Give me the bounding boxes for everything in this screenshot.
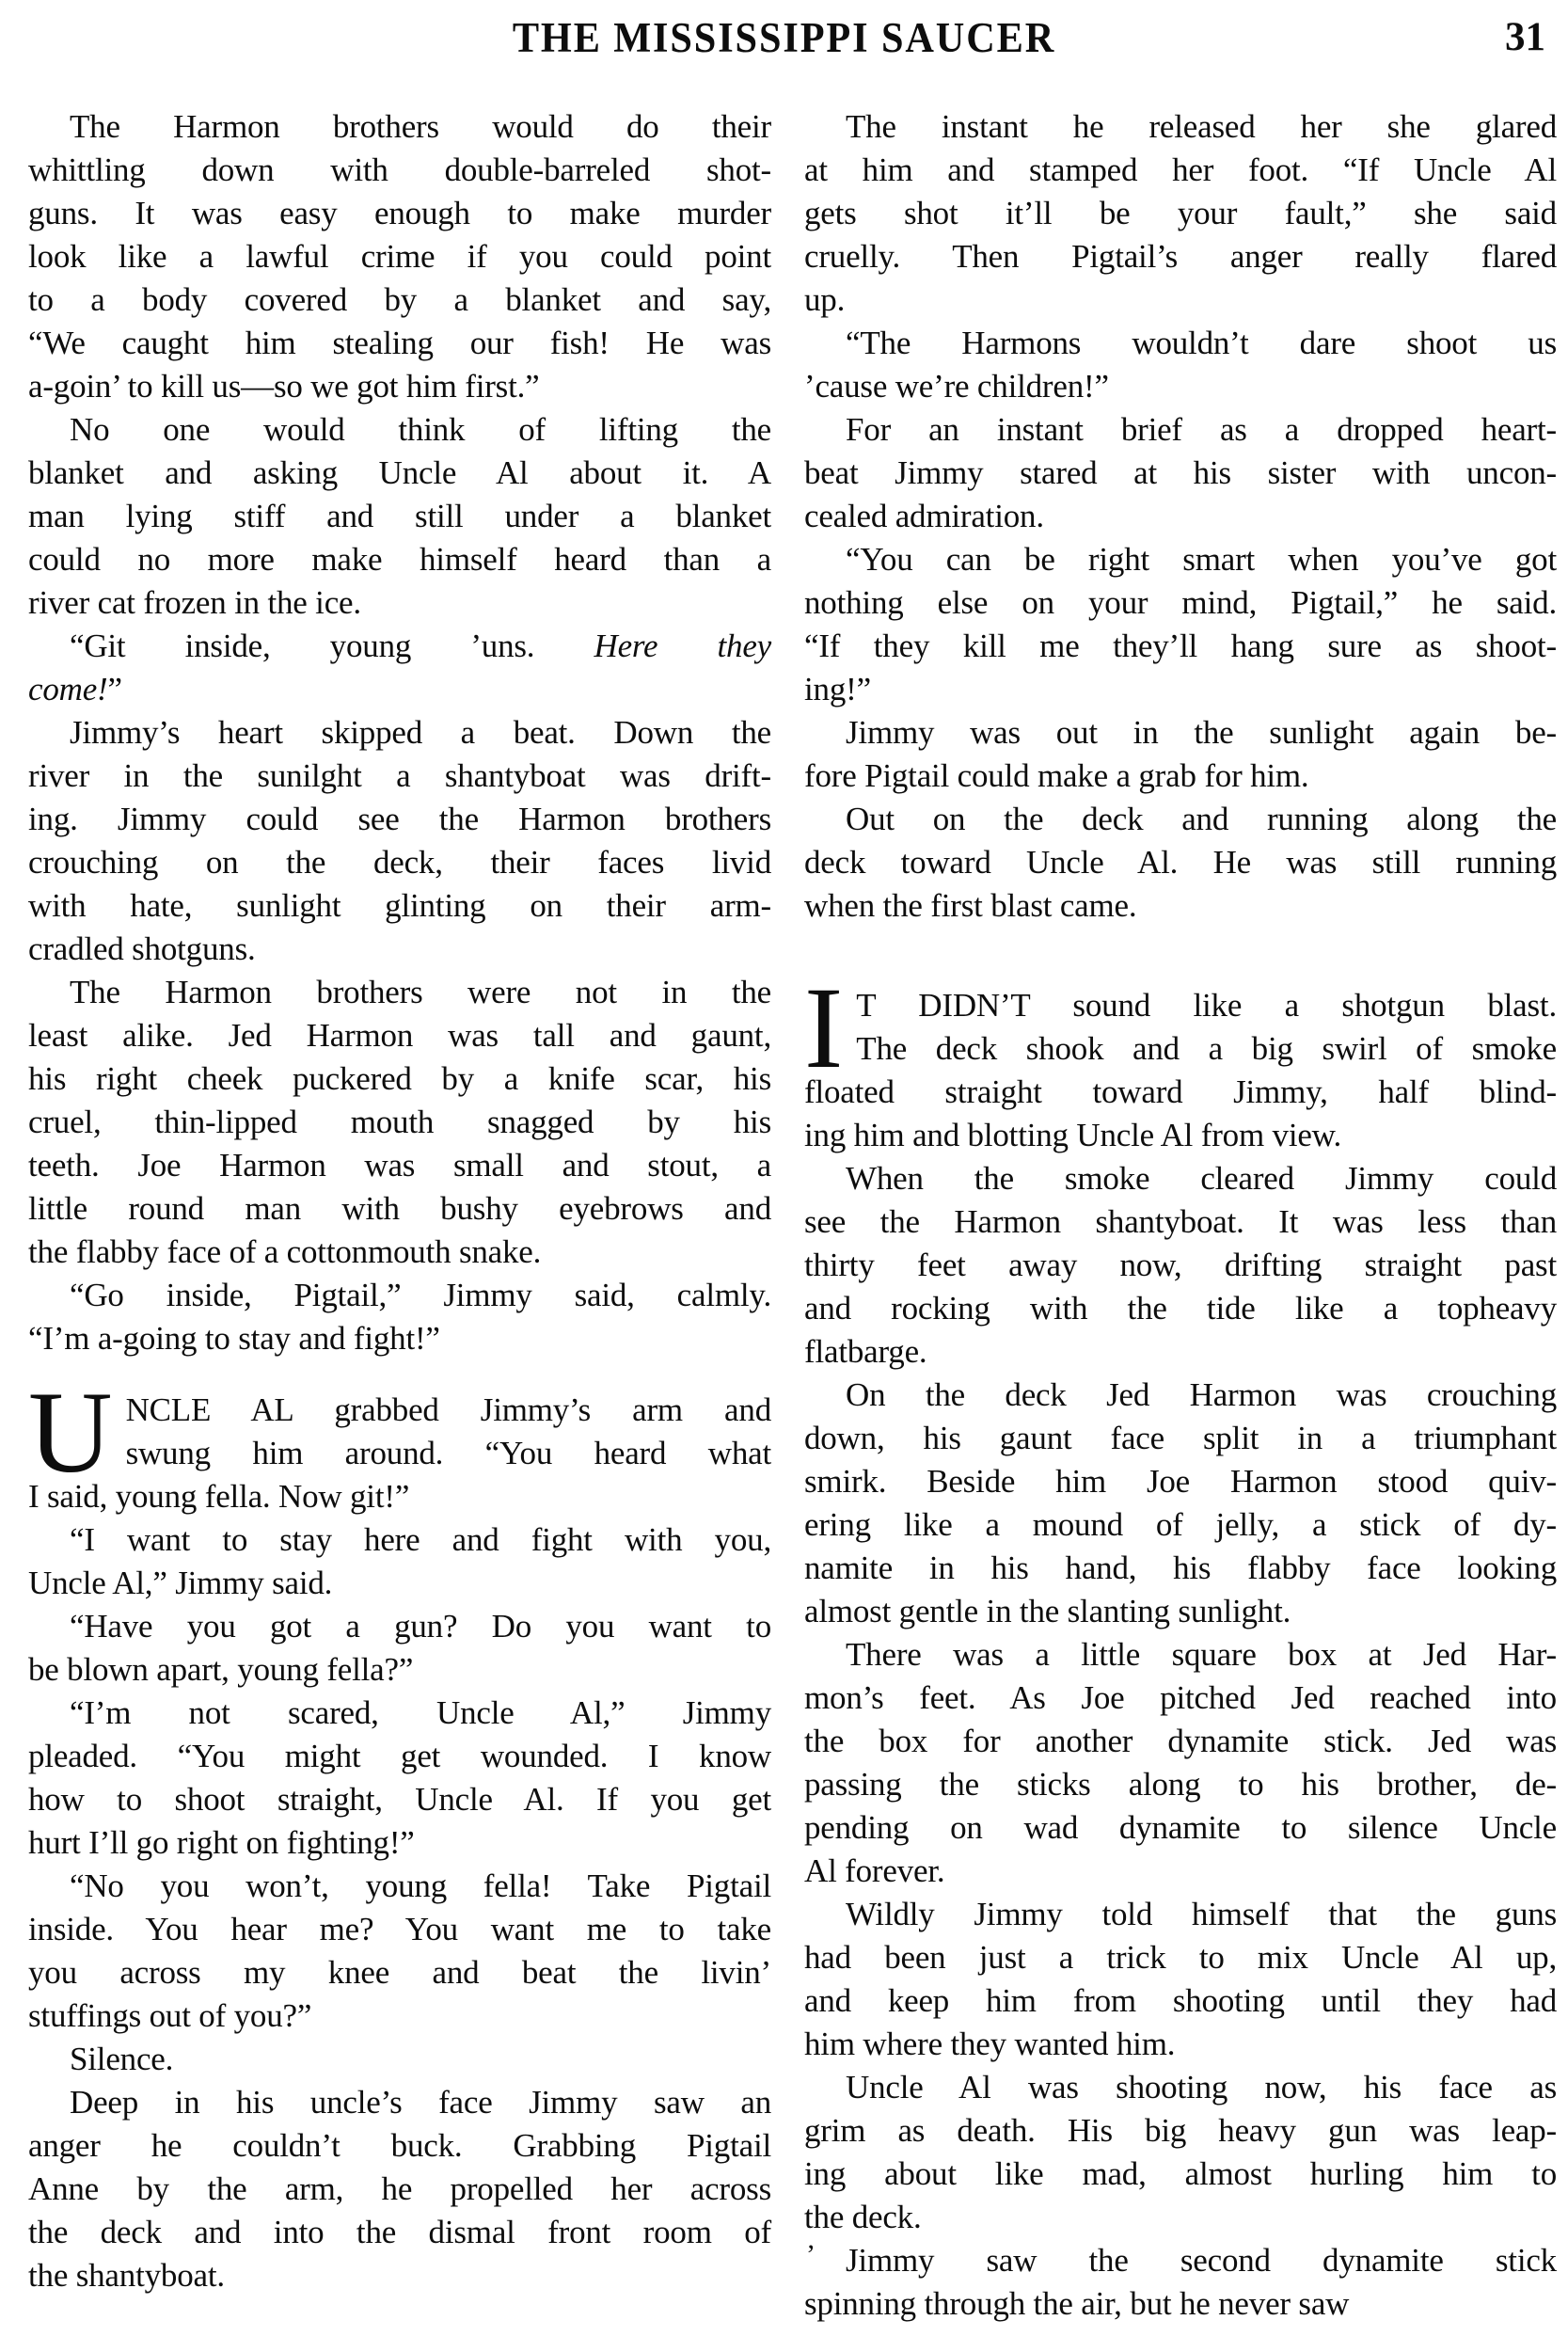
text-line xyxy=(28,581,771,625)
text-line xyxy=(804,1157,1557,1200)
text-line xyxy=(804,1287,1557,1330)
text-line xyxy=(28,1432,771,1475)
text-run: Jimmy saw the second dynamite stick xyxy=(846,2242,1557,2279)
header xyxy=(0,13,1568,70)
text-run: “You can be right smart when you’ve got xyxy=(846,541,1557,578)
paragraph xyxy=(28,625,771,711)
paragraph xyxy=(28,2038,771,2081)
text-run: man lying stiff and still under a blanket xyxy=(28,498,771,534)
text-run: The instant he released her she glared xyxy=(846,108,1557,145)
text-run: be blown apart, young fella?” xyxy=(28,1651,414,1688)
text-run: spinning through the air, but he never saw xyxy=(804,2285,1350,2322)
text-line xyxy=(28,971,771,1014)
text-line xyxy=(804,495,1557,538)
text-run: “The Harmons wouldn’t dare shoot us xyxy=(846,325,1557,361)
text-line xyxy=(804,1677,1557,1720)
text-line xyxy=(804,2023,1557,2066)
text-line xyxy=(28,1057,771,1101)
text-line xyxy=(804,841,1557,884)
text-run: On the deck Jed Harmon was crouching xyxy=(846,1376,1557,1413)
text-run: river in the sunilght a shantyboat was drift- xyxy=(28,757,771,794)
text-line xyxy=(28,1518,771,1562)
text-line xyxy=(28,408,771,452)
paragraph xyxy=(28,1692,771,1865)
text-line xyxy=(804,1200,1557,1244)
text-line xyxy=(28,365,771,408)
text-run: ing. Jimmy could see the Harmon brothers xyxy=(28,801,771,837)
text-line xyxy=(804,2109,1557,2153)
text-run: had been just a trick to mix Uncle Al up, xyxy=(804,1939,1557,1976)
text-run: and rocking with the tide like a topheavy xyxy=(804,1290,1557,1327)
text-line xyxy=(28,1389,771,1432)
text-line xyxy=(804,1027,1557,1071)
text-line xyxy=(28,2211,771,2254)
text-run: NCLE AL grabbed Jimmy’s arm and xyxy=(125,1391,771,1428)
text-line xyxy=(804,1893,1557,1936)
text-line xyxy=(28,711,771,755)
text-line xyxy=(804,1979,1557,2023)
text-line xyxy=(28,1692,771,1735)
text-run: When the smoke cleared Jimmy could xyxy=(846,1160,1557,1197)
paragraph xyxy=(804,408,1557,538)
text-line xyxy=(804,884,1557,928)
text-run: a-goin’ to kill us—so we got him first.” xyxy=(28,368,540,405)
text-line xyxy=(28,1994,771,2038)
text-line xyxy=(804,798,1557,841)
italic-text-run: Here they xyxy=(594,628,771,664)
text-line xyxy=(804,581,1557,625)
text-run: the deck. xyxy=(804,2199,922,2235)
text-run: T DIDN’T sound like a shotgun blast. xyxy=(856,987,1557,1024)
text-run: fore Pigtail could make a grab for him. xyxy=(804,757,1309,794)
paragraph xyxy=(28,408,771,625)
text-run: “I’m not scared, Uncle Al,” Jimmy xyxy=(70,1694,771,1731)
text-run: Uncle Al,” Jimmy said. xyxy=(28,1565,333,1601)
text-run: smirk. Beside him Joe Harmon stood quiv- xyxy=(804,1463,1557,1500)
paragraph xyxy=(804,2066,1557,2239)
text-run: the deck and into the dismal front room of xyxy=(28,2214,771,2250)
text-run: The Harmon brothers would do their xyxy=(70,108,771,145)
text-line xyxy=(28,2038,771,2081)
text-line xyxy=(804,1417,1557,1460)
dropcap-letter: U xyxy=(28,1368,113,1497)
text-run: flatbarge. xyxy=(804,1333,927,1370)
text-run: the shantyboat. xyxy=(28,2257,225,2294)
paragraph xyxy=(804,2239,1557,2326)
text-run: For an instant brief as a dropped heart- xyxy=(846,411,1557,448)
text-line xyxy=(28,1778,771,1821)
text-run: “Have you got a gun? Do you want to xyxy=(70,1608,771,1645)
paragraph xyxy=(804,798,1557,928)
stray-mark: ’ xyxy=(806,2239,816,2270)
paragraph xyxy=(28,971,771,1274)
text-run: Wildly Jimmy told himself that the guns xyxy=(846,1896,1557,1932)
text-run: Deep in his uncle’s face Jimmy saw an xyxy=(70,2084,771,2121)
text-run: Jimmy was out in the sunlight again be- xyxy=(846,714,1557,751)
text-run: Silence. xyxy=(70,2041,174,2077)
text-line xyxy=(28,1648,771,1692)
text-line xyxy=(28,668,771,711)
text-line xyxy=(28,452,771,495)
text-run: least alike. Jed Harmon was tall and gaunt, xyxy=(28,1017,771,1054)
text-line xyxy=(804,1547,1557,1590)
paragraph xyxy=(804,1157,1557,1374)
text-run: “I want to stay here and fight with you, xyxy=(70,1521,771,1558)
text-line xyxy=(28,798,771,841)
text-run: mon’s feet. As Joe pitched Jed reached into xyxy=(804,1679,1557,1716)
text-run: him where they wanted him. xyxy=(804,2026,1176,2062)
paragraph xyxy=(28,1605,771,1692)
text-run: see the Harmon shantyboat. It was less than xyxy=(804,1203,1557,1240)
paragraph xyxy=(804,1374,1557,1633)
paragraph xyxy=(804,538,1557,711)
paragraph xyxy=(804,105,1557,322)
text-line xyxy=(28,1014,771,1057)
text-line xyxy=(28,1605,771,1648)
text-line xyxy=(804,365,1557,408)
text-line xyxy=(28,1317,771,1360)
text-run: blanket and asking Uncle Al about it. A xyxy=(28,454,771,491)
text-run: ’cause we’re children!” xyxy=(804,368,1109,405)
text-run: The Harmon brothers were not in the xyxy=(70,974,771,1010)
text-run: deck toward Uncle Al. He was still running xyxy=(804,844,1557,881)
text-run: little round man with bushy eyebrows and xyxy=(28,1190,771,1227)
text-run: hurt I’ll go right on fighting!” xyxy=(28,1824,415,1861)
text-line xyxy=(28,1187,771,1231)
paragraph xyxy=(28,2081,771,2297)
text-run: anger he couldn’t buck. Grabbing Pigtail xyxy=(28,2127,771,2164)
text-line xyxy=(28,1821,771,1865)
text-line xyxy=(804,1460,1557,1503)
text-line xyxy=(804,2282,1557,2326)
text-run: at him and stamped her foot. “If Uncle Al xyxy=(804,151,1557,188)
text-line xyxy=(804,278,1557,322)
paragraph xyxy=(28,711,771,971)
text-line xyxy=(804,1114,1557,1157)
text-run: river cat frozen in the ice. xyxy=(28,584,361,621)
text-line xyxy=(28,2254,771,2297)
text-run: whittling down with double-barreled shot- xyxy=(28,151,771,188)
text-line xyxy=(804,1720,1557,1763)
text-line xyxy=(804,105,1557,149)
text-run: passing the sticks along to his brother, de- xyxy=(804,1766,1557,1803)
text-line xyxy=(28,1951,771,1994)
text-line xyxy=(804,322,1557,365)
text-run: ing about like mad, almost hurling him to xyxy=(804,2155,1557,2192)
text-line xyxy=(804,538,1557,581)
text-line xyxy=(28,884,771,928)
text-run: crouching on the deck, their faces livid xyxy=(28,844,771,881)
text-run: No one would think of lifting the xyxy=(70,411,771,448)
text-run: down, his gaunt face split in a triumphant xyxy=(804,1420,1557,1456)
text-run: up. xyxy=(804,281,846,318)
text-run: could no more make himself heard than a xyxy=(28,541,771,578)
text-line xyxy=(804,755,1557,798)
paragraph-dropcap xyxy=(28,1368,771,1518)
text-line xyxy=(804,1850,1557,1893)
text-run: swung him around. “You heard what xyxy=(125,1435,771,1471)
paragraph xyxy=(28,1274,771,1360)
page-number: 31 xyxy=(1505,15,1545,59)
text-line xyxy=(804,625,1557,668)
text-run: cruel, thin-lipped mouth snagged by his xyxy=(28,1104,771,1140)
text-line xyxy=(804,192,1557,235)
text-line xyxy=(28,841,771,884)
text-run: how to shoot straight, Uncle Al. If you get xyxy=(28,1781,771,1818)
text-run: guns. It was easy enough to make murder xyxy=(28,195,771,231)
text-line xyxy=(28,192,771,235)
text-line xyxy=(804,1330,1557,1374)
paragraph xyxy=(804,322,1557,408)
text-line xyxy=(28,1562,771,1605)
text-run: “No you won’t, young fella! Take Pigtail xyxy=(70,1867,771,1904)
text-line xyxy=(804,1374,1557,1417)
paragraph xyxy=(28,105,771,408)
text-line xyxy=(804,711,1557,755)
text-run: ering like a mound of jelly, a stick of dy- xyxy=(804,1506,1557,1543)
text-line xyxy=(804,2153,1557,2196)
text-line xyxy=(804,984,1557,1027)
paragraph-dropcap xyxy=(804,963,1557,1157)
text-line xyxy=(28,1101,771,1144)
text-line xyxy=(804,1763,1557,1806)
text-line xyxy=(28,105,771,149)
text-run: you across my knee and beat the livin’ xyxy=(28,1954,771,1991)
text-line xyxy=(804,1071,1557,1114)
text-line xyxy=(28,1144,771,1187)
text-run: gets shot it’ll be your fault,” she said xyxy=(804,195,1557,231)
text-line xyxy=(28,278,771,322)
paragraph xyxy=(804,1633,1557,1893)
text-run: pleaded. “You might get wounded. I know xyxy=(28,1738,771,1774)
text-run: “I’m a-going to stay and fight!” xyxy=(28,1320,440,1357)
text-run: teeth. Joe Harmon was small and stout, a xyxy=(28,1147,771,1184)
text-line xyxy=(804,2066,1557,2109)
paragraph xyxy=(28,1518,771,1605)
text-run: There was a little square box at Jed Har- xyxy=(846,1636,1557,1673)
text-line xyxy=(804,408,1557,452)
text-run: grim as death. His big heavy gun was leap- xyxy=(804,2112,1557,2149)
text-run: namite in his hand, his flabby face looking xyxy=(804,1549,1557,1586)
text-run: cradled shotguns. xyxy=(28,930,256,967)
text-line xyxy=(804,1244,1557,1287)
text-line xyxy=(28,495,771,538)
text-run: The deck shook and a big swirl of smoke xyxy=(856,1030,1557,1067)
text-run: “Git inside, young ’uns. xyxy=(70,628,594,664)
text-line xyxy=(804,149,1557,192)
text-line xyxy=(28,928,771,971)
text-columns xyxy=(28,105,1557,2326)
text-run: cruelly. Then Pigtail’s anger really flared xyxy=(804,238,1557,275)
text-line xyxy=(28,755,771,798)
text-run: nothing else on your mind, Pigtail,” he said. xyxy=(804,584,1557,621)
text-run: stuffings out of you?” xyxy=(28,1997,312,2034)
text-run: “If they kill me they’ll hang sure as shoot- xyxy=(804,628,1557,664)
text-run: pending on wad dynamite to silence Uncle xyxy=(804,1809,1557,1846)
text-run: with hate, sunlight glinting on their arm- xyxy=(28,887,771,924)
text-run: ing him and blotting Uncle Al from view. xyxy=(804,1117,1342,1153)
text-run: inside. You hear me? You want me to take xyxy=(28,1911,771,1947)
text-run: “We caught him stealing our fish! He was xyxy=(28,325,771,361)
text-run: to a body covered by a blanket and say, xyxy=(28,281,771,318)
text-run: his right cheek puckered by a knife scar, his xyxy=(28,1060,771,1097)
column-right xyxy=(804,105,1557,2326)
paragraph xyxy=(804,711,1557,798)
text-line xyxy=(28,1865,771,1908)
text-run: when the first blast came. xyxy=(804,887,1137,924)
dropcap-letter: I xyxy=(804,963,844,1092)
text-line xyxy=(804,2196,1557,2239)
text-run: the box for another dynamite stick. Jed was xyxy=(804,1723,1557,1759)
text-line xyxy=(804,452,1557,495)
text-line xyxy=(804,1590,1557,1633)
text-line xyxy=(28,149,771,192)
text-line xyxy=(28,235,771,278)
text-run: “Go inside, Pigtail,” Jimmy said, calmly. xyxy=(70,1277,771,1313)
italic-text-run: come! xyxy=(28,671,108,707)
text-run: beat Jimmy stared at his sister with uncon- xyxy=(804,454,1557,491)
text-run: thirty feet away now, drifting straight past xyxy=(804,1247,1557,1283)
text-run: cealed admiration. xyxy=(804,498,1044,534)
text-line xyxy=(28,2081,771,2124)
text-line xyxy=(28,1908,771,1951)
text-run: floated straight toward Jimmy, half blind- xyxy=(804,1073,1557,1110)
text-line xyxy=(28,1735,771,1778)
text-run: almost gentle in the slanting sunlight. xyxy=(804,1593,1291,1629)
text-line xyxy=(804,2239,1557,2282)
text-run: Al forever. xyxy=(804,1852,945,1889)
text-line xyxy=(28,1231,771,1274)
text-run: ing!” xyxy=(804,671,871,707)
text-line xyxy=(804,1503,1557,1547)
text-line xyxy=(804,235,1557,278)
text-run: I said, young fella. Now git!” xyxy=(28,1478,410,1515)
text-run: the flabby face of a cottonmouth snake. xyxy=(28,1233,542,1270)
paragraph xyxy=(28,1865,771,2038)
text-run: Out on the deck and running along the xyxy=(846,801,1557,837)
text-line xyxy=(804,1633,1557,1677)
text-line xyxy=(28,322,771,365)
text-run: ” xyxy=(107,671,122,707)
text-run: and keep him from shooting until they had xyxy=(804,1982,1557,2019)
text-line xyxy=(28,1274,771,1317)
text-line xyxy=(28,625,771,668)
text-run: look like a lawful crime if you could point xyxy=(28,238,771,275)
column-left xyxy=(28,105,771,2297)
text-line xyxy=(804,1806,1557,1850)
text-run: Jimmy’s heart skipped a beat. Down the xyxy=(70,714,771,751)
paragraph xyxy=(804,1893,1557,2066)
text-line xyxy=(28,2168,771,2211)
page-title: THE MISSISSIPPI SAUCER xyxy=(512,14,1056,61)
text-run: Anne by the arm, he propelled her across xyxy=(28,2170,771,2207)
text-line xyxy=(28,1475,771,1518)
text-line xyxy=(804,668,1557,711)
text-line xyxy=(28,538,771,581)
text-line xyxy=(804,1936,1557,1979)
text-line xyxy=(28,2124,771,2168)
text-run: Uncle Al was shooting now, his face as xyxy=(846,2069,1557,2106)
